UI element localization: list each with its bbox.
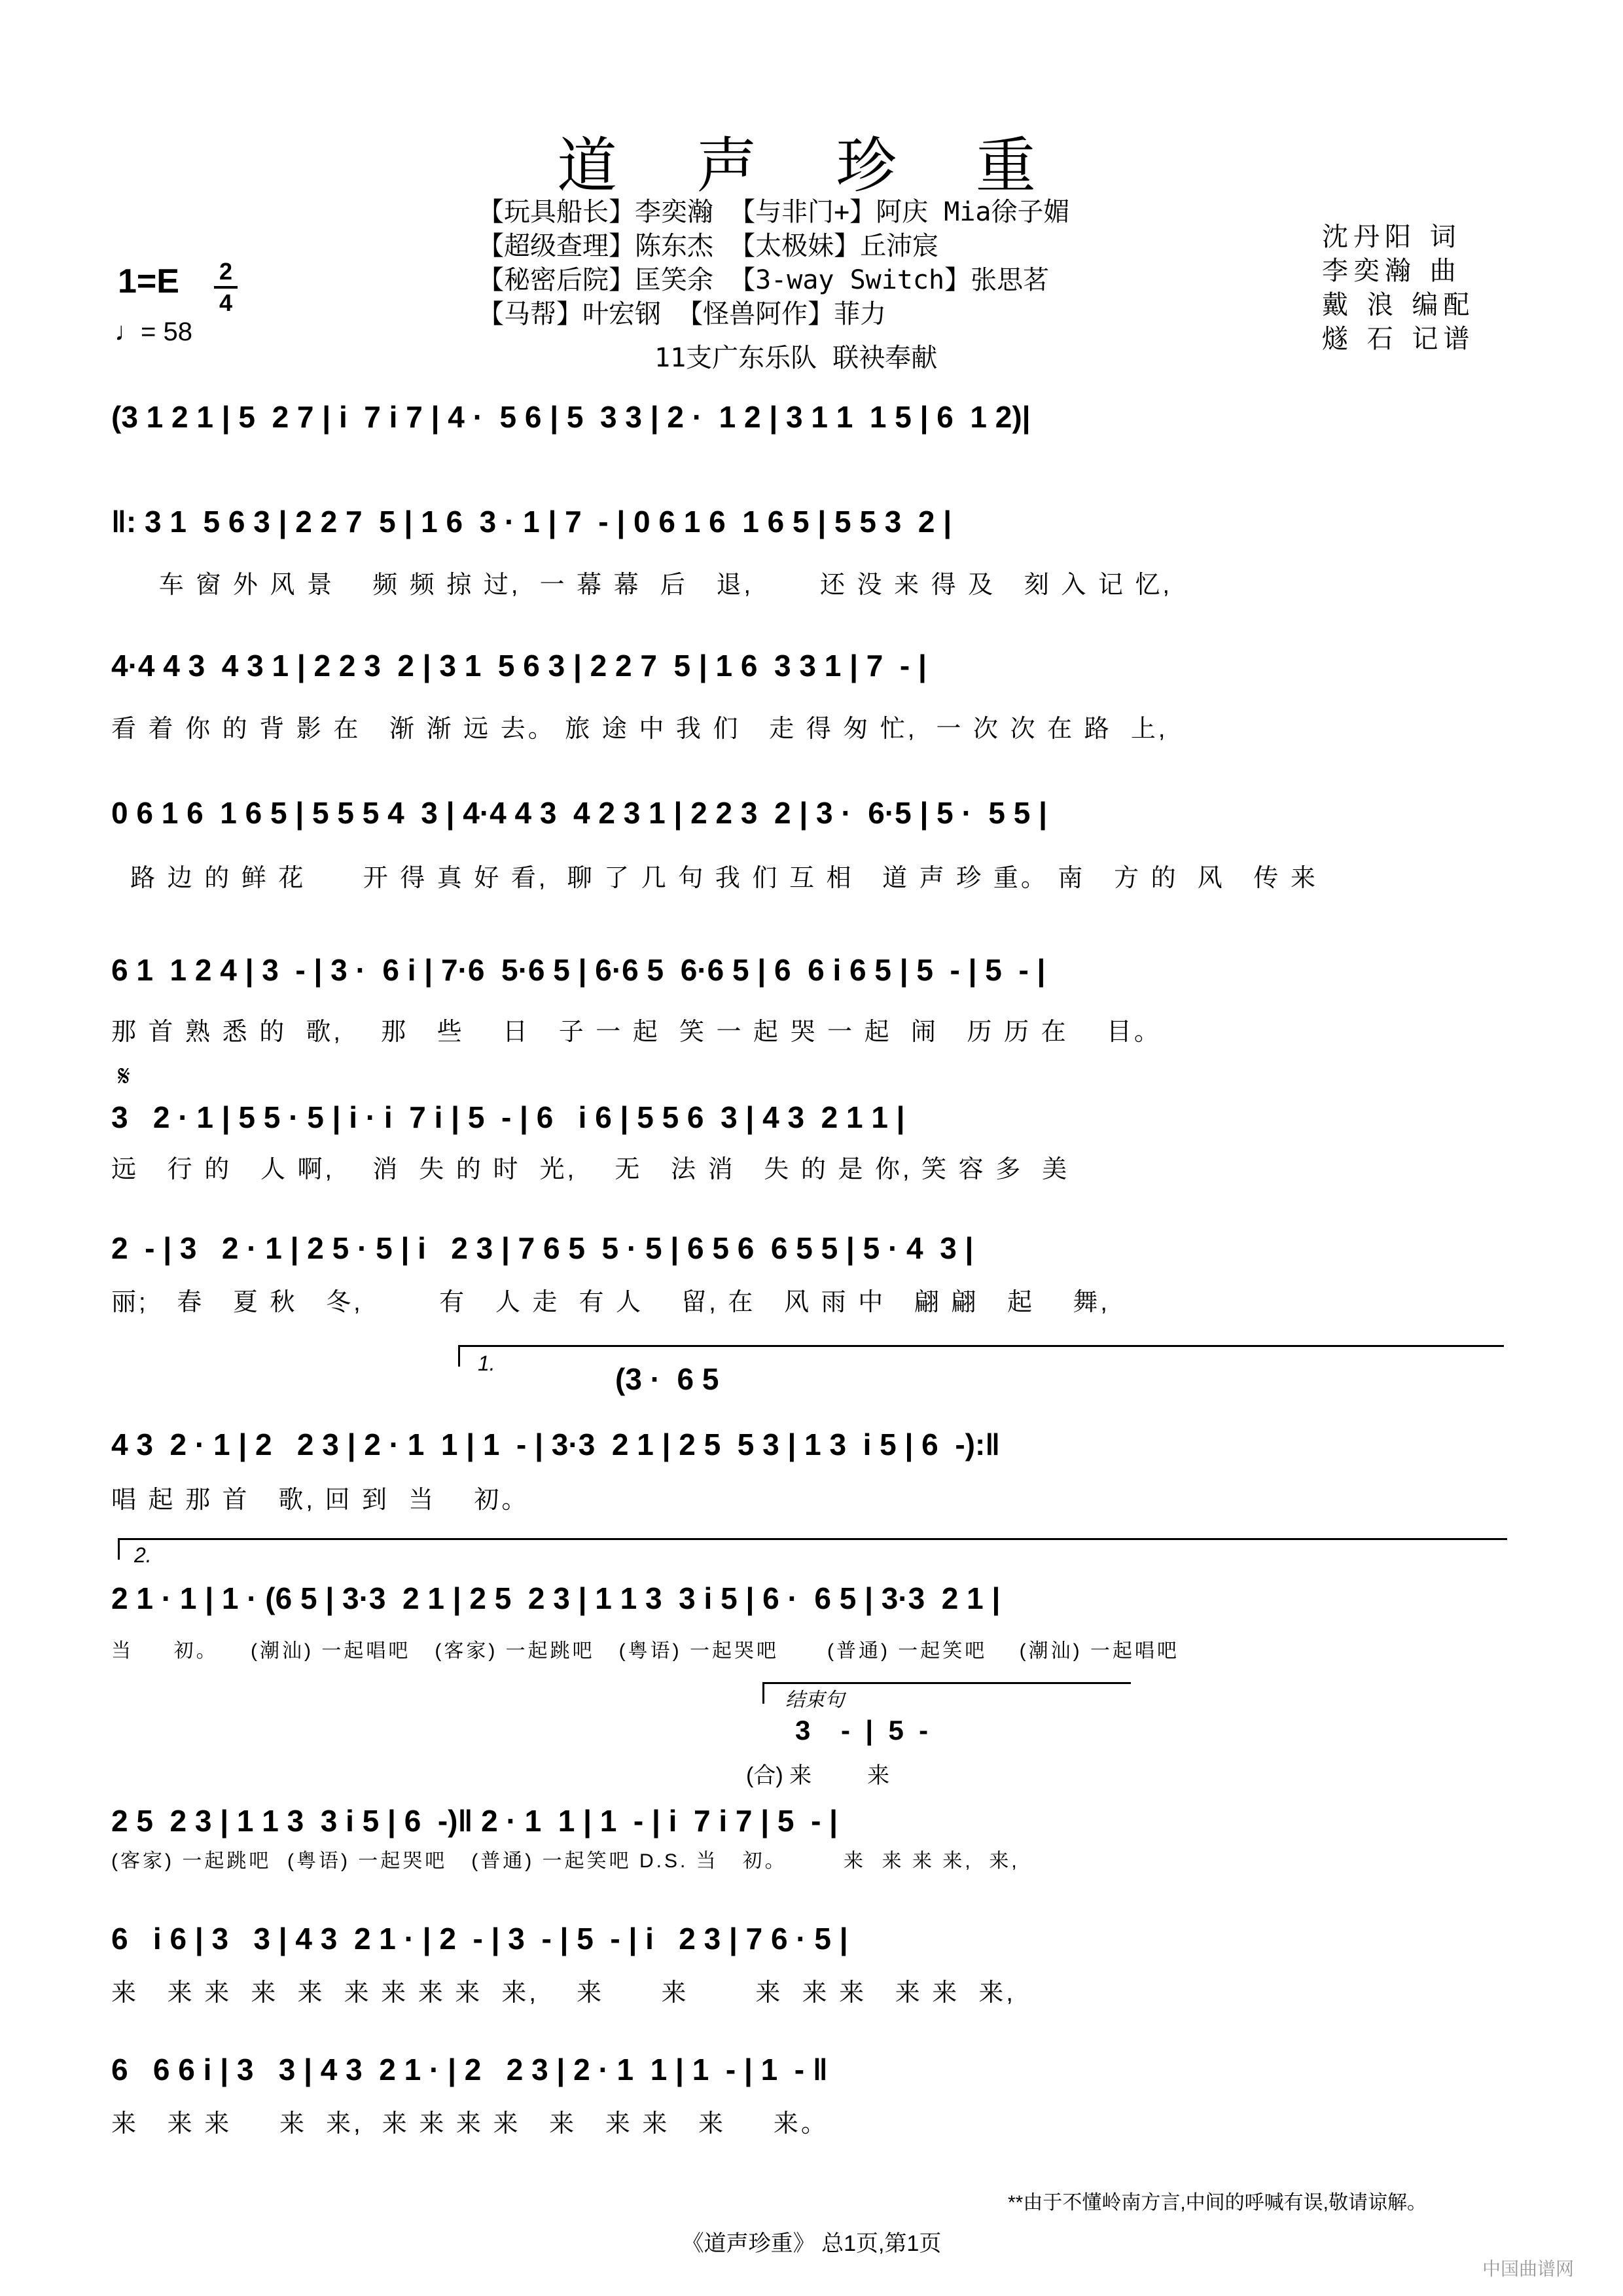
tempo-mark: ♩= 58 — [115, 317, 192, 346]
page-footer: 《道声珍重》 总1页,第1页 — [681, 2231, 942, 2256]
dedication: 11支广东乐队 联袂奉献 — [654, 343, 938, 373]
notation-row-1: (3 1 2 1 | 5 2 7 | i 7 i 7 | 4 · 5 6 | 5 3 3 | 2 · 1 2 | 3 1 1 1 5 | 6 1 2)| — [111, 400, 1031, 434]
lyric-row-7: 丽; 春 夏 秋 冬, 有 人 走 有 人 留, 在 风 雨 中 翩 翩 起 舞, — [111, 1289, 1110, 1316]
lyric-row-2: 车 窗 外 风 景 频 频 掠 过, 一 幕 幕 后 退, 还 没 来 得 及 刻 入 记 忆, — [111, 571, 1173, 599]
time-denominator: 4 — [219, 289, 233, 316]
lyric-row-9: 当 初。 (潮汕) 一起唱吧 (客家) 一起跳吧 (粤语) 一起哭吧 (普通) 一起笑吧 (潮汕) 一起唱吧 — [111, 1640, 1179, 1662]
notation-row-9: 2 1 · 1 | 1 · (6 5 | 3·3 2 1 | 2 5 2 3 | 1 1 3 3 i 5 | 6 · 6 5 | 3·3 2 1 | — [111, 1581, 1001, 1615]
ending-label: 结束句 — [785, 1689, 844, 1711]
notation-row-11: 6 i 6 | 3 3 | 4 3 2 1 · | 2 - | 3 - | 5 - | i 2 3 | 7 6 · 5 | — [111, 1922, 848, 1956]
credit-line-1: 【玩具船长】李奕瀚 【与非门+】阿庆 Mia徐子媚 — [478, 197, 1070, 227]
lyric-row-10: (客家) 一起跳吧 (粤语) 一起哭吧 (普通) 一起笑吧 D.S. 当 初。 来 来 来 来, 来, — [111, 1850, 1020, 1872]
notation-row-8: 4 3 2 · 1 | 2 2 3 | 2 · 1 1 | 1 - | 3·3 2 1 | 2 5 5 3 | 1 3 i 5 | 6 -):‖ — [111, 1427, 1001, 1462]
time-divider — [214, 286, 238, 289]
notation-row-4: 0 6 1 6 1 6 5 | 5 5 5 4 3 | 4·4 4 3 4 2 3 1 | 2 2 3 2 | 3 · 6·5 | 5 · 5 5 | — [111, 796, 1047, 830]
credit-line-2: 【超级查理】陈东杰 【太极妹】丘沛宸 — [478, 231, 939, 261]
notation-row-2: ‖: 3 1 5 6 3 | 2 2 7 5 | 1 6 3 · 1 | 7 - | 0 6 1 6 1 6 5 | 5 5 3 2 | — [111, 505, 952, 539]
lyric-row-11: 来 来 来 来 来 来 来 来 来 来, 来 来 来 来 来 来 来 来, — [111, 1979, 1016, 2007]
notation-row-12: 6 6 6 i | 3 3 | 4 3 2 1 · | 2 2 3 | 2 · 1 1 | 1 - | 1 - ‖ — [111, 2053, 828, 2087]
segno-sign: 𝄋 — [118, 1060, 130, 1092]
site-logo: 中国曲谱网 — [1482, 2259, 1575, 2279]
lyric-row-8: 唱 起 那 首 歌, 回 到 当 初。 — [111, 1486, 529, 1514]
credit-line-3: 【秘密后院】匡笑余 【3-way Switch】张思茗 — [478, 265, 1050, 295]
lyric-row-3: 看 着 你 的 背 影 在 渐 渐 远 去。 旅 途 中 我 们 走 得 匆 忙, 一 次 次 在 路 上, — [111, 715, 1168, 743]
lyricist: 沈丹阳 词 — [1322, 222, 1461, 252]
volta-1-label: 1. — [478, 1352, 495, 1375]
volta-alt-notes: (3 · 6 5 — [615, 1362, 719, 1396]
transcriber: 燧 石 记谱 — [1322, 324, 1475, 354]
lyric-row-4: 路 边 的 鲜 花 开 得 真 好 看, 聊 了 几 句 我 们 互 相 道 声 珍 重。 南 方 的 风 传 来 — [111, 865, 1318, 892]
lyric-row-5: 那 首 熟 悉 的 歌, 那 些 日 子 一 起 笑 一 起 哭 一 起 闹 历 历 在 目。 — [111, 1018, 1162, 1046]
volta-bracket-2 — [118, 1538, 1507, 1560]
notation-row-6: 3 2 · 1 | 5 5 · 5 | i · i 7 i | 5 - | 6 i 6 | 5 5 6 3 | 4 3 2 1 1 | — [111, 1100, 905, 1134]
notation-row-5: 6 1 1 2 4 | 3 - | 3 · 6 i | 7·6 5·6 5 | 6·6 5 6·6 5 | 6 6 i 6 5 | 5 - | 5 - | — [111, 953, 1046, 987]
key-signature: 1=E — [118, 262, 179, 300]
ending-lyrics: (合) 来 来 — [746, 1763, 890, 1788]
notation-row-7: 2 - | 3 2 · 1 | 2 5 · 5 | i 2 3 | 7 6 5 5 · 5 | 6 5 6 6 5 5 | 5 · 4 3 | — [111, 1231, 974, 1265]
credit-line-4: 【马帮】叶宏钢 【怪兽阿作】菲力 — [478, 299, 887, 329]
lyric-row-6: 远 行 的 人 啊, 消 失 的 时 光, 无 法 消 失 的 是 你, 笑 容 多 美 — [111, 1156, 1070, 1183]
page-title: 道 声 珍 重 — [557, 131, 1066, 201]
volta-2-label: 2. — [134, 1543, 152, 1567]
notation-row-3: 4·4 4 3 4 3 1 | 2 2 3 2 | 3 1 5 6 3 | 2 2 7 5 | 1 6 3 3 1 | 7 - | — [111, 649, 927, 683]
time-signature — [213, 259, 239, 316]
lyric-row-12: 来 来 来 来 来, 来 来 来 来 来 来 来 来 来。 — [111, 2110, 829, 2138]
time-numerator: 2 — [219, 258, 233, 285]
footnote: **由于不懂岭南方言,中间的呼喊有误,敬请谅解。 — [1008, 2192, 1427, 2214]
arranger: 戴 浪 编配 — [1322, 290, 1475, 320]
notation-row-10: 2 5 2 3 | 1 1 3 3 i 5 | 6 -)‖ 2 · 1 1 | 1 - | i 7 i 7 | 5 - | — [111, 1804, 838, 1838]
composer: 李奕瀚 曲 — [1322, 256, 1461, 286]
ending-notes: 3 - | 5 - — [795, 1715, 929, 1746]
